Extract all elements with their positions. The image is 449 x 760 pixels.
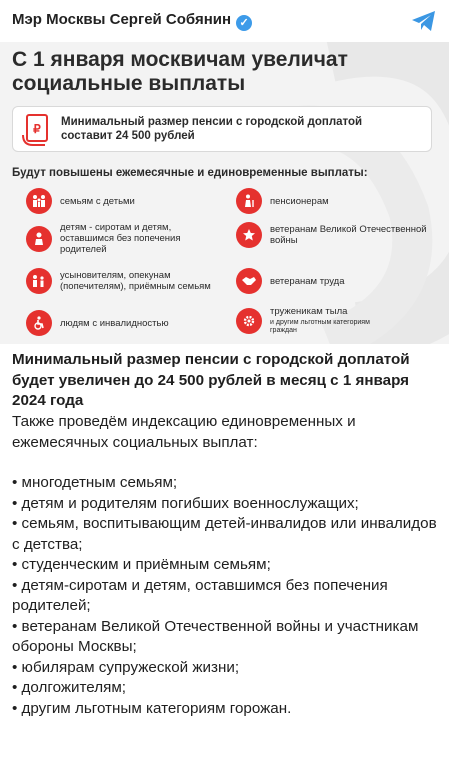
category-labor-veterans xyxy=(236,268,436,294)
list-item: • студенческим и приёмным семьям; xyxy=(12,555,437,576)
category-pensioners xyxy=(236,188,436,214)
payments-subheading: Будут повышены ежемесячные и единовременные выплаты: xyxy=(12,167,368,179)
post-text xyxy=(12,350,437,719)
verified-badge-icon: ✓ xyxy=(236,15,252,31)
list-item: • другим льготным категориям горожан. xyxy=(12,699,437,720)
post-image[interactable] xyxy=(0,42,449,344)
banner-title xyxy=(12,48,432,96)
post-paragraph: Также проведём индексацию единовременных и ежемесячных социальных выплат: xyxy=(12,413,356,451)
category-labor-veterans-label: ветеранам труда xyxy=(270,275,345,287)
category-families xyxy=(26,188,216,214)
channel-name-label[interactable]: Мэр Москвы Сергей Собянин xyxy=(12,11,232,28)
post-bullet-list xyxy=(12,473,437,719)
category-wwii-veterans-label: ветеранам Великой Отечественной войны xyxy=(270,224,427,246)
list-item: • юбилярам супружеской жизни; xyxy=(12,658,437,679)
wheelchair-icon xyxy=(26,310,52,336)
category-pensioners-label: пенсионерам xyxy=(270,195,329,207)
category-orphans xyxy=(26,222,216,255)
handshake-icon xyxy=(236,268,262,294)
pension-document-icon xyxy=(21,113,53,147)
category-disability-label: людям с инвалидностью xyxy=(60,317,169,329)
post-header xyxy=(0,0,449,42)
list-item: • детям-сиротам и детям, оставшимся без попечения родителей; xyxy=(12,576,437,617)
list-item: • семьям, воспитывающим детей-инвалидов или инвалидов с детства; xyxy=(12,514,437,555)
category-disability xyxy=(26,310,216,336)
pension-info-box xyxy=(12,106,432,152)
category-guardians xyxy=(26,268,216,294)
child-icon xyxy=(26,226,52,252)
svg-text:₽: ₽ xyxy=(33,122,41,136)
pensioner-icon xyxy=(236,188,262,214)
gear-icon xyxy=(236,308,262,334)
category-guardians-label: усыновителям, опекунам (попечителям), приёмным семьям xyxy=(60,270,211,292)
category-home-front xyxy=(236,306,436,335)
family-icon xyxy=(26,188,52,214)
pension-info-line-1: Минимальный размер пенсии с городской доплатой xyxy=(61,116,363,128)
category-orphans-label: детям - сиротам и детям, оставшимся без попечения родителей xyxy=(60,222,181,255)
telegram-share-icon[interactable] xyxy=(411,9,437,33)
pension-info-line-2: составит 24 500 рублей xyxy=(61,130,195,142)
banner-title-line-2: социальные выплаты xyxy=(12,72,246,95)
guardians-icon xyxy=(26,268,52,294)
category-home-front-note: и другим льготным категориям граждан xyxy=(270,319,370,334)
list-item: • долгожителям; xyxy=(12,678,437,699)
medal-icon xyxy=(236,222,262,248)
post-lead: Минимальный размер пенсии с городской доплатой будет увеличен до 24 500 рублей в месяц с 1 января 2024 года xyxy=(12,351,410,409)
category-families-label: семьям с детьми xyxy=(60,195,135,207)
list-item: • ветеранам Великой Отечественной войны и участникам обороны Москвы; xyxy=(12,617,437,658)
list-item: • детям и родителям погибших военнослужащих; xyxy=(12,494,437,515)
category-wwii-veterans xyxy=(236,222,436,248)
list-item: • многодетным семьям; xyxy=(12,473,437,494)
channel-name[interactable] xyxy=(12,11,252,31)
category-home-front-label: труженикам тыла xyxy=(270,306,348,317)
pension-info-text xyxy=(61,115,421,143)
banner-title-line-1: С 1 января москвичам увеличат xyxy=(12,48,348,71)
